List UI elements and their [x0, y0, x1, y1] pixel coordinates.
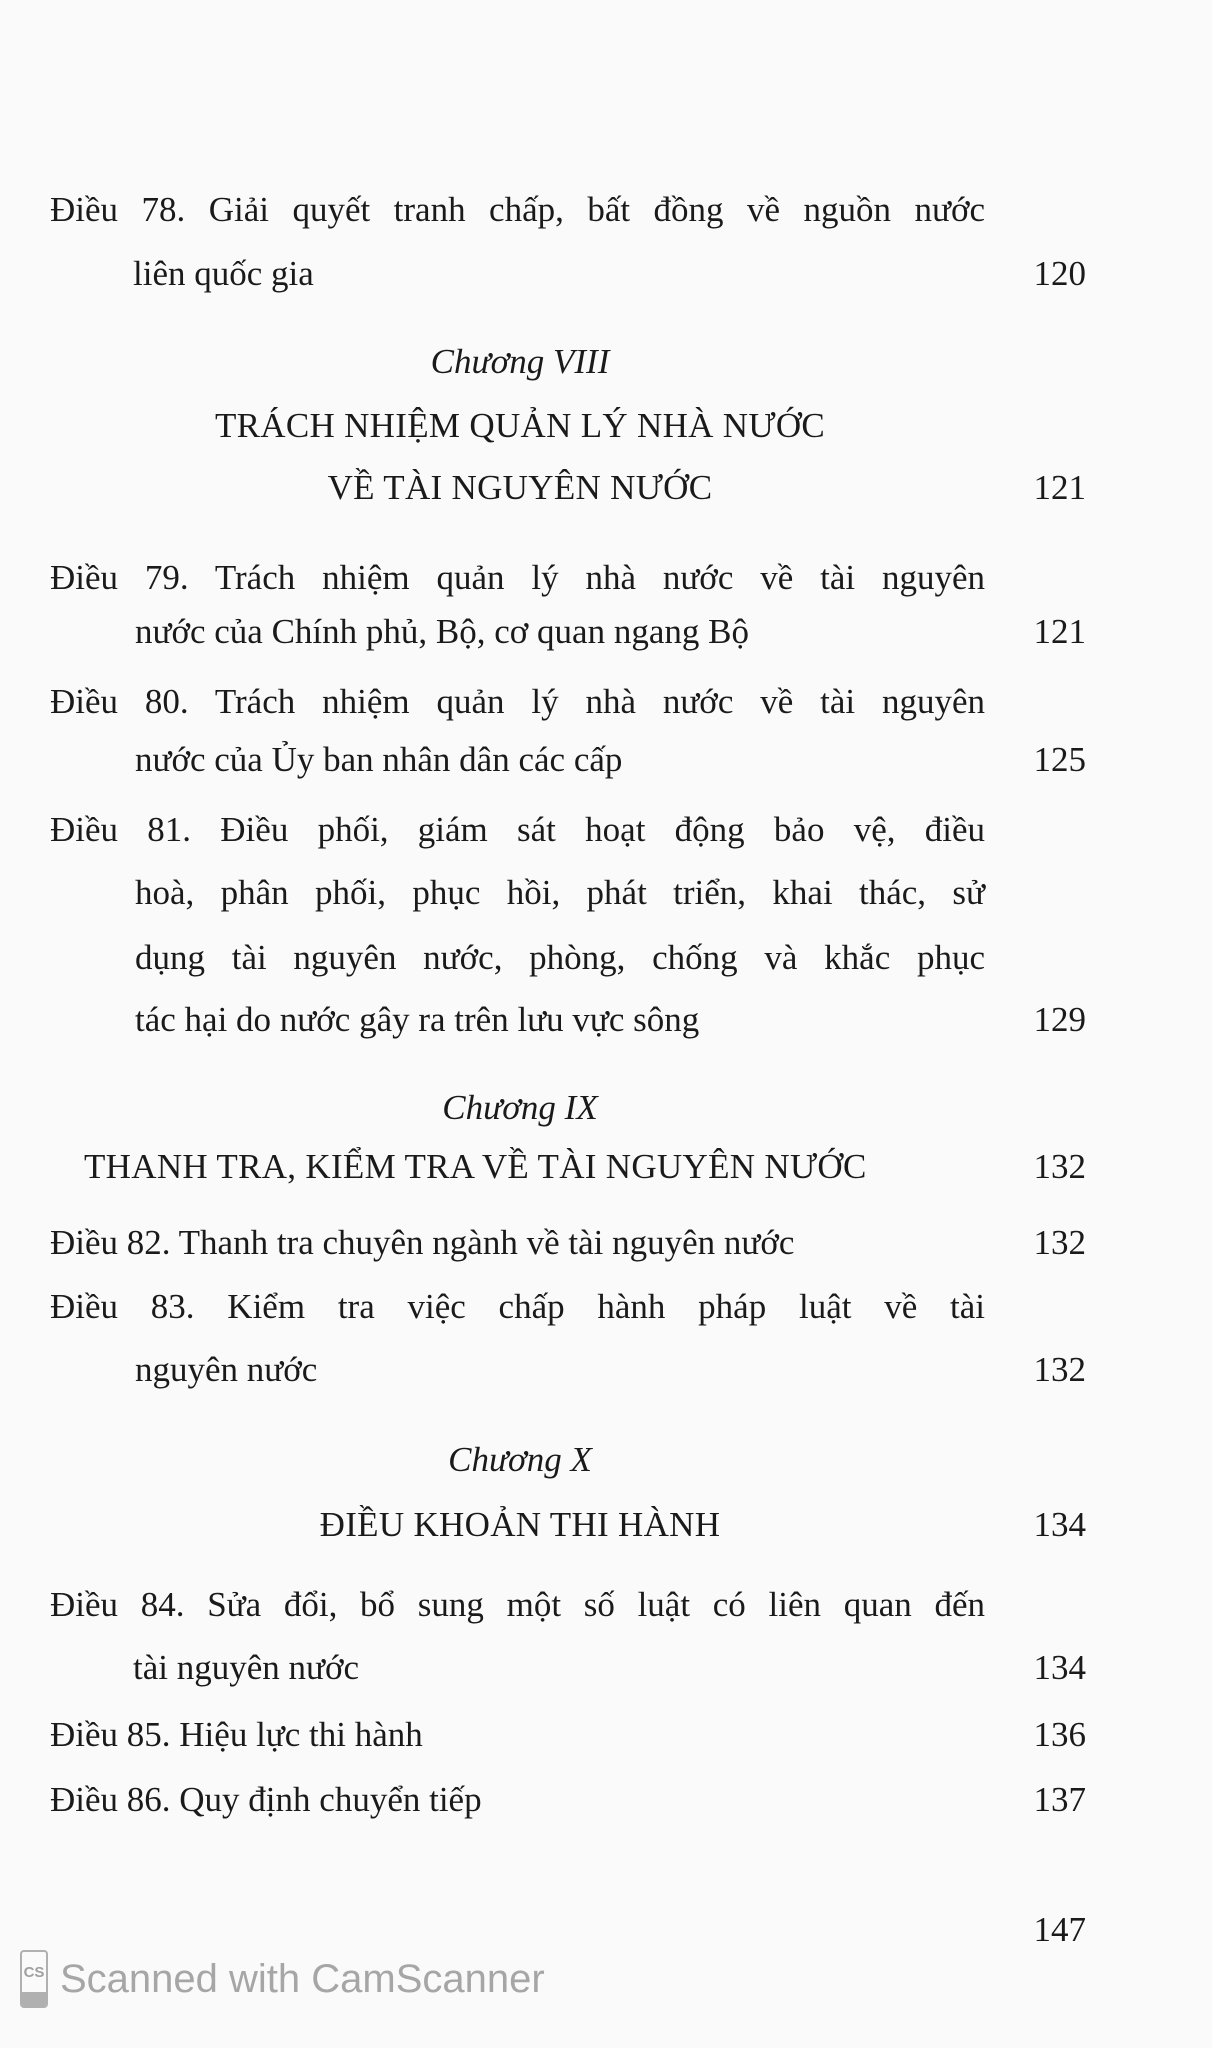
chapter-8-label: Chương VIII — [430, 342, 610, 381]
toc-page-79: 121 — [1033, 612, 1086, 651]
toc-page-chapter-10: 134 — [1033, 1505, 1086, 1544]
toc-entry-79-line-2: nước của Chính phủ, Bộ, cơ quan ngang Bộ — [135, 612, 749, 651]
toc-entry-82: Điều 82. Thanh tra chuyên ngành về tài nguyên nước — [50, 1223, 795, 1262]
toc-page-82: 132 — [1033, 1223, 1086, 1262]
toc-page-81: 129 — [1033, 1000, 1086, 1039]
toc-entry-81-line-3: dụng tài nguyên nước, phòng, chống và khắc phục — [135, 938, 985, 977]
toc-page-80: 125 — [1033, 740, 1086, 779]
toc-entry-81-line-2: hoà, phân phối, phục hồi, phát triển, khai thác, sử — [135, 873, 985, 912]
toc-entry-84-line-1: Điều 84. Sửa đổi, bổ sung một số luật có liên quan đến — [50, 1585, 985, 1624]
toc-entry-80-line-1: Điều 80. Trách nhiệm quản lý nhà nước về tài nguyên — [50, 682, 985, 721]
toc-entry-85: Điều 85. Hiệu lực thi hành — [50, 1715, 423, 1754]
chapter-10-title: ĐIỀU KHOẢN THI HÀNH — [319, 1505, 721, 1544]
toc-page-86: 137 — [1033, 1780, 1086, 1819]
toc-entry-83-line-1: Điều 83. Kiểm tra việc chấp hành pháp luật về tài — [50, 1287, 985, 1326]
toc-page-84: 134 — [1033, 1648, 1086, 1687]
page-number: 147 — [1033, 1910, 1086, 1949]
toc-entry-78-line-2: liên quốc gia — [133, 254, 314, 293]
toc-entry-80-line-2: nước của Ủy ban nhân dân các cấp — [135, 740, 623, 779]
toc-entry-78-line-1: Điều 78. Giải quyết tranh chấp, bất đồng về nguồn nước — [50, 190, 985, 229]
toc-page-chapter-9: 132 — [1033, 1147, 1086, 1186]
toc-page-chapter-8: 121 — [1033, 468, 1086, 507]
chapter-10-label: Chương X — [448, 1440, 592, 1479]
toc-page-85: 136 — [1033, 1715, 1086, 1754]
toc-entry-86: Điều 86. Quy định chuyển tiếp — [50, 1780, 482, 1819]
chapter-9-label: Chương IX — [442, 1088, 598, 1127]
camscanner-logo-icon: CS — [20, 1950, 48, 2008]
toc-entry-81-line-4: tác hại do nước gây ra trên lưu vực sông — [135, 1000, 700, 1039]
toc-entry-83-line-2: nguyên nước — [135, 1350, 318, 1389]
camscanner-watermark — [20, 1950, 545, 2008]
toc-entry-84-line-2: tài nguyên nước — [133, 1648, 360, 1687]
toc-entry-81-line-1: Điều 81. Điều phối, giám sát hoạt động bảo vệ, điều — [50, 810, 985, 849]
toc-page-83: 132 — [1033, 1350, 1086, 1389]
chapter-8-title-line-1: TRÁCH NHIỆM QUẢN LÝ NHÀ NƯỚC — [214, 406, 826, 445]
watermark-text: Scanned with CamScanner — [60, 1956, 545, 2001]
chapter-9-title: THANH TRA, KIỂM TRA VỀ TÀI NGUYÊN NƯỚC — [84, 1147, 867, 1186]
toc-entry-79-line-1: Điều 79. Trách nhiệm quản lý nhà nước về tài nguyên — [50, 558, 985, 597]
toc-page-78: 120 — [1033, 254, 1086, 293]
chapter-8-title-line-2: VỀ TÀI NGUYÊN NƯỚC — [327, 468, 713, 507]
